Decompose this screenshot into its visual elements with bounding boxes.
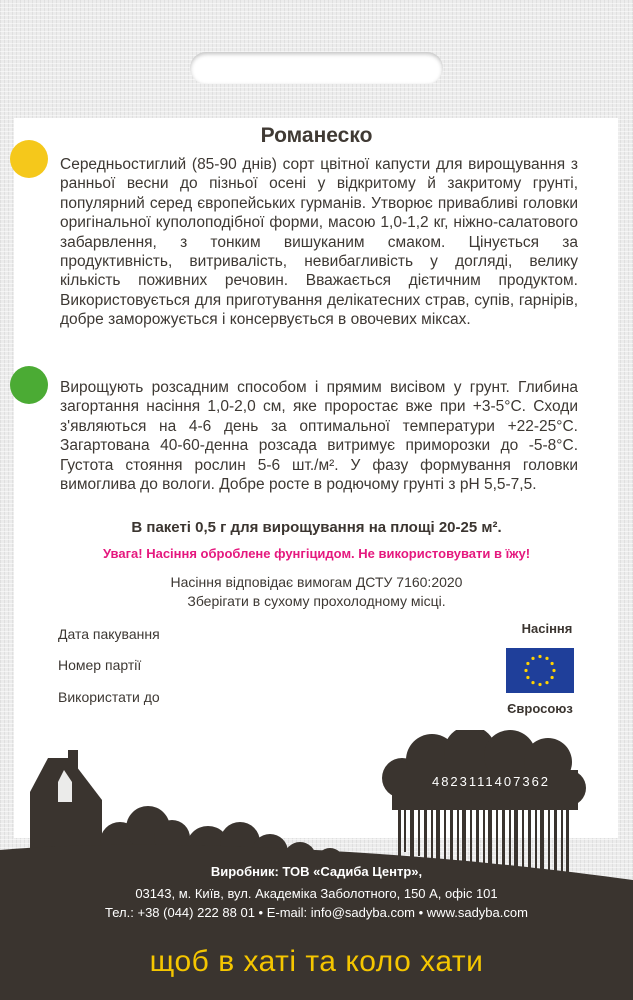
packet-info: В пакеті 0,5 г для вирощування на площі 20-25 м². <box>131 519 502 536</box>
eu-flag-icon <box>506 648 574 693</box>
producer-name: Виробник: ТОВ «Садиба Центр», <box>210 864 423 879</box>
product-title: Романеско <box>260 124 373 147</box>
barcode-number: 4823111407362 <box>431 774 551 789</box>
pack-date-label: Дата пакування <box>58 626 160 642</box>
eu-seeds-label: Насіння <box>521 621 573 636</box>
fungicide-warning: Увага! Насіння оброблене фунгіцидом. Не використовувати в їжу! <box>102 546 531 561</box>
hang-hole <box>190 52 443 84</box>
growing-paragraph: Вирощують розсадним способом і прямим висівом у грунт. Глибина загортання насіння 1,0-2,0 см, яке проростає вже при +3-5°С. Сходи з'являються на 4-6 день за оптимальної температури +22-25°С. Загартована 40-60-денна розсада витримує приморозки до -5-8°С. Густота стояння рослин 5-6 шт./м². У фазу формування головки вимоглива до вологи. Добре росте в родючому грунті з pH 5,5-7,5. <box>60 379 578 494</box>
slogan: щоб в хаті та коло хати <box>149 945 484 978</box>
description-paragraph: Середньостиглий (85-90 днів) сорт цвітної капусти для вирощування з ранньої весни до пізньої осені у відкритому й закритому грунті, популярний серед європейських гурманів. Утворює привабливі головки оригінальної куполоподібної форми, масою 1,0-1,2 кг, ніжно-салатового забарвлення, з тонким вишуканим смаком. Цінується за продуктивність, витривалість, невибагливість у догляді, велику кількість поживних речовин. Вважається дієтичним продуктом. Використовується для приготування делікатесних страв, супів, гарнірів, добре заморожується і консервується в овочевих міксах. <box>60 156 578 329</box>
eu-label: Євросоюз <box>507 701 573 716</box>
green-circle-icon <box>10 366 48 404</box>
producer-address: 03143, м. Київ, вул. Академіка Заболотного, 150 А, офіс 101 <box>135 886 498 901</box>
yellow-circle-icon <box>10 140 48 178</box>
batch-number-label: Номер партії <box>58 657 142 673</box>
barcode-cloud <box>382 730 586 810</box>
producer-contacts: Тел.: +38 (044) 222 88 01 • E-mail: info@sadyba.com • www.sadyba.com <box>105 905 528 920</box>
standard-text: Насіння відповідає вимогам ДСТУ 7160:2020 <box>170 574 463 590</box>
storage-text: Зберігати в сухому прохолодному місці. <box>187 593 446 609</box>
use-by-label: Використати до <box>58 689 160 705</box>
house-silhouette <box>30 758 102 850</box>
